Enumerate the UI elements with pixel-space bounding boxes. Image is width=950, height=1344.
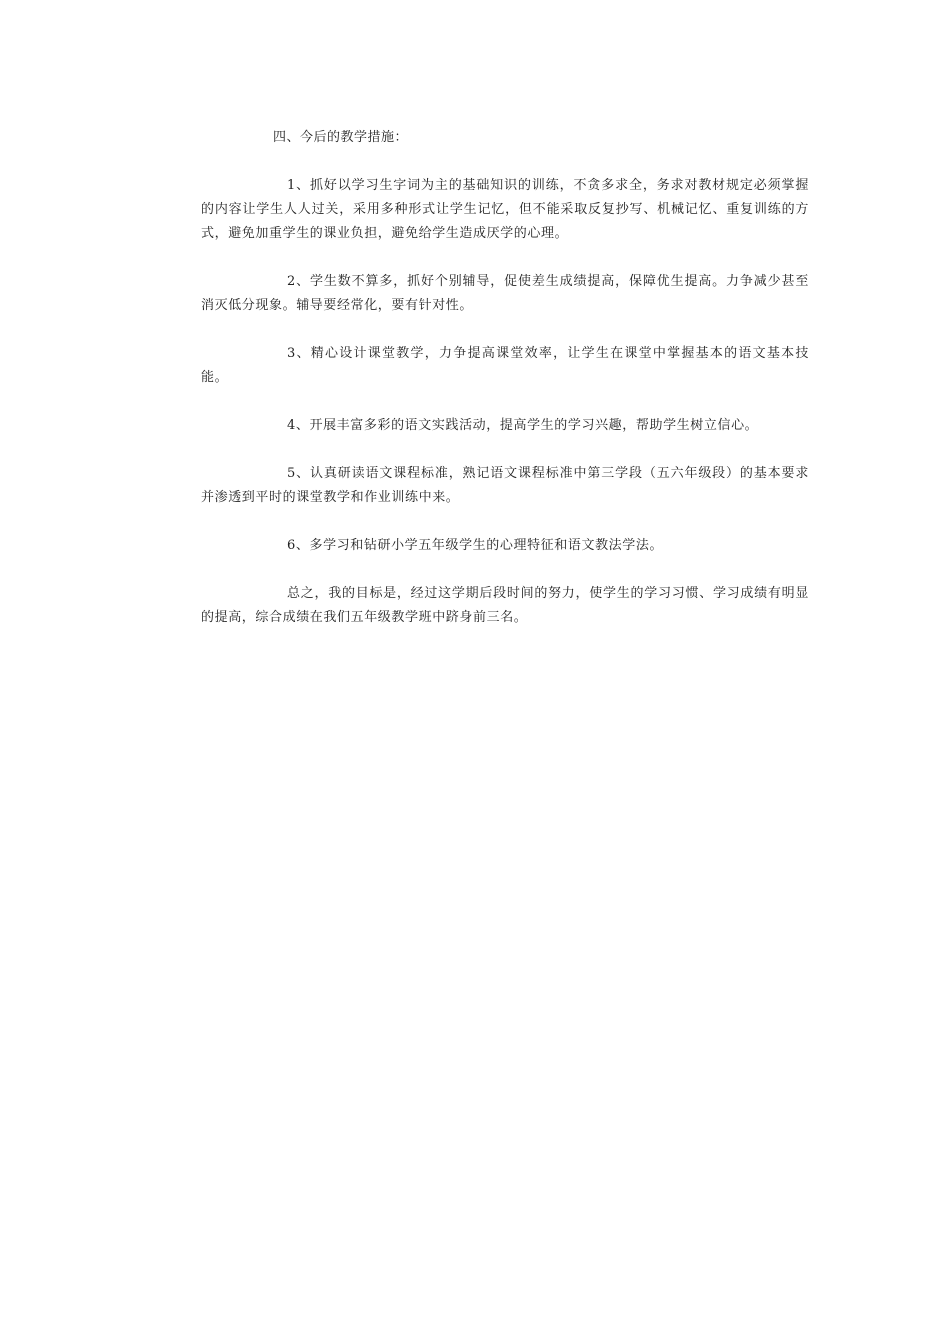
- section-heading: 四、今后的教学措施：: [273, 130, 409, 145]
- conclusion-paragraph: 总之，我的目标是，经过这学期后段时间的努力，使学生的学习习惯、学习成绩有明显的提高，综合成绩在我们五年级教学班中跻身前三名。: [201, 586, 809, 625]
- document-body: [201, 126, 809, 654]
- paragraph-6: 6、多学习和钻研小学五年级学生的心理特征和语文教法学法。: [287, 538, 664, 553]
- paragraph-5: 5、认真研读语文课程标准，熟记语文课程标准中第三学段（五六年级段）的基本要求并渗透到平时的课堂教学和作业训练中来。: [201, 466, 809, 505]
- paragraph-3: 3、精心设计课堂教学，力争提高课堂效率，让学生在课堂中掌握基本的语文基本技能。: [201, 346, 809, 385]
- paragraph-4: 4、开展丰富多彩的语文实践活动，提高学生的学习兴趣，帮助学生树立信心。: [287, 418, 759, 433]
- paragraph-2: 2、学生数不算多，抓好个别辅导，促使差生成绩提高，保障优生提高。力争减少甚至消灭低分现象。辅导要经常化，要有针对性。: [201, 274, 809, 313]
- paragraph-1: 1、抓好以学习生字词为主的基础知识的训练，不贪多求全，务求对教材规定必须掌握的内容让学生人人过关，采用多种形式让学生记忆，但不能采取反复抄写、机械记忆、重复训练的方式，避免加重学生的课业负担，避免给学生造成厌学的心理。: [201, 178, 809, 241]
